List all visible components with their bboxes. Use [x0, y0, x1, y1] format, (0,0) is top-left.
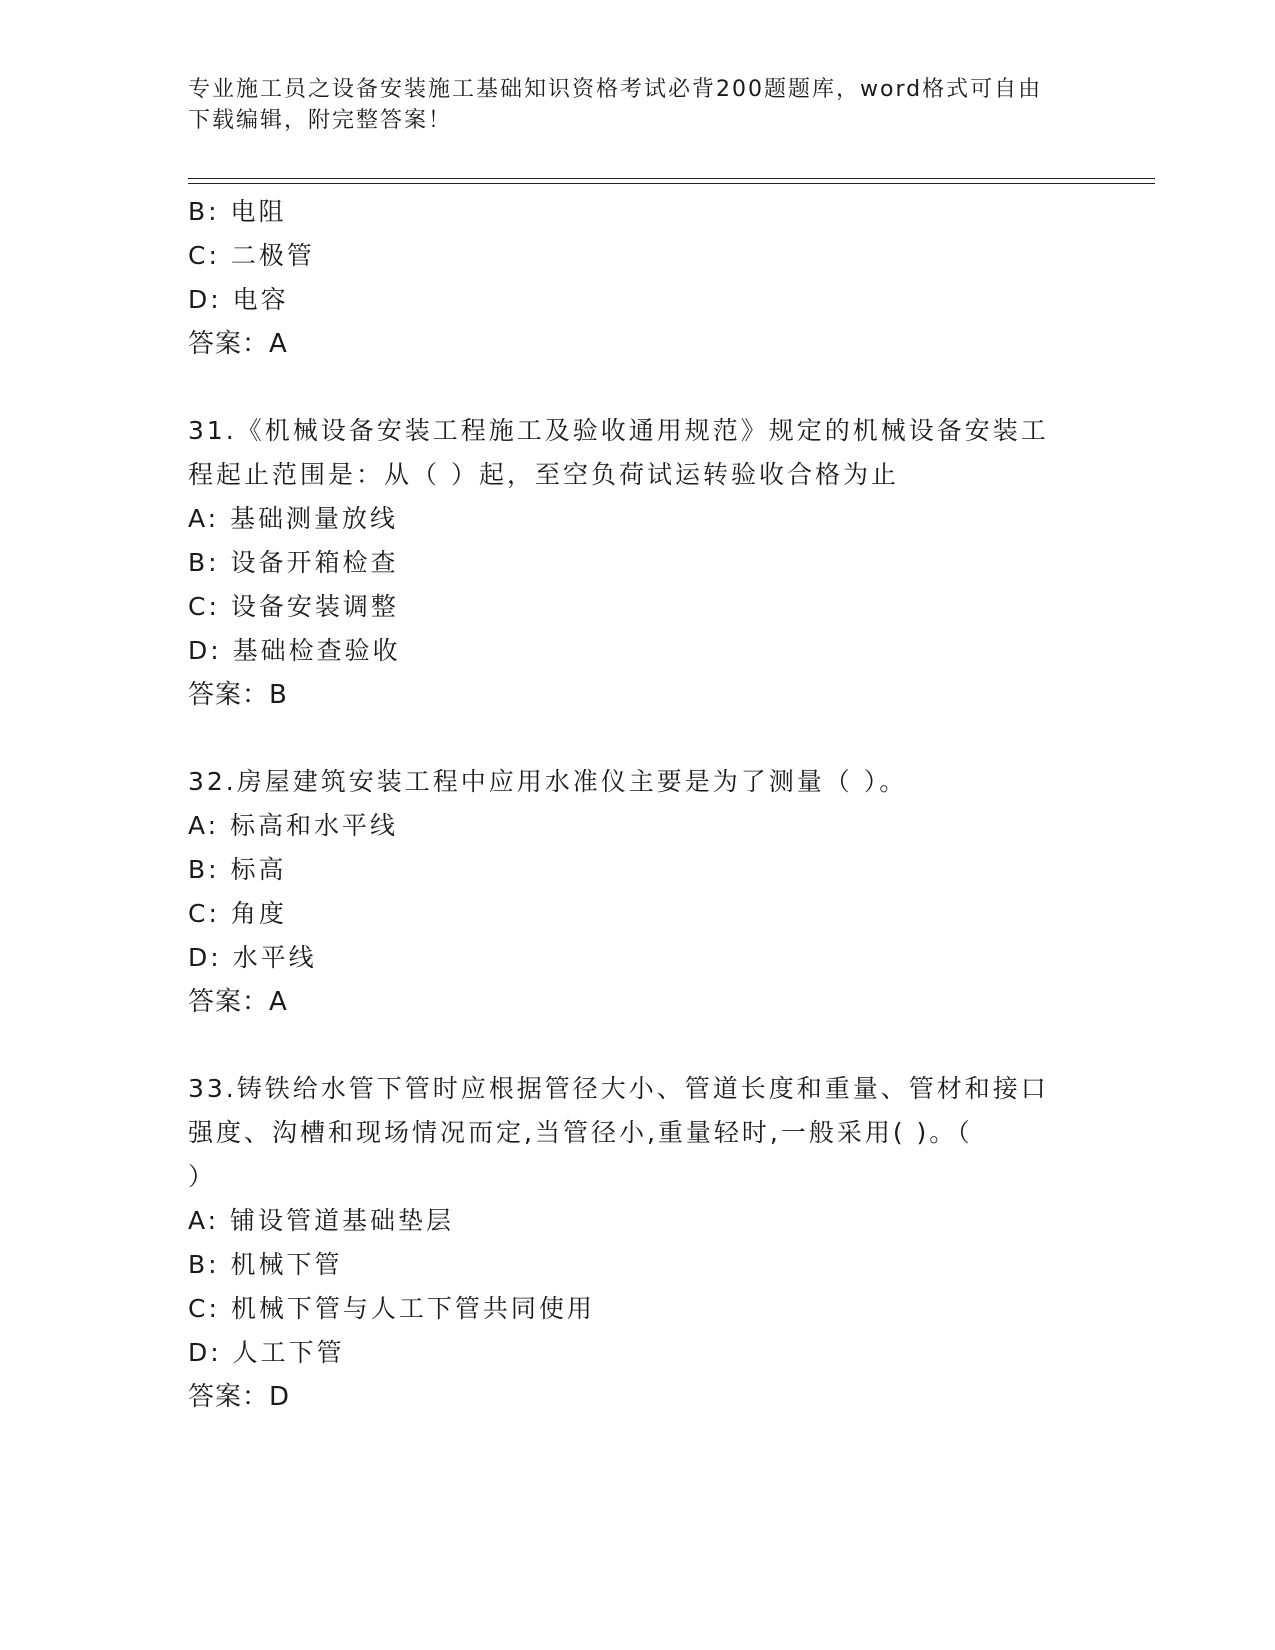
q30-option-c: C: 二极管	[188, 241, 315, 270]
q32-option-b: B: 标高	[188, 855, 287, 884]
q33-stem-line-3: ）	[188, 1162, 217, 1191]
document-header	[188, 74, 1088, 136]
q32-stem-line-1: 32.房屋建筑安装工程中应用水准仪主要是为了测量（ ）。	[188, 767, 908, 796]
q31-stem-line-2: 程起止范围是：从（ ）起，至空负荷试运转验收合格为止	[188, 460, 899, 489]
q31-option-a: A: 基础测量放线	[188, 504, 399, 533]
header-divider-top	[188, 178, 1155, 179]
q33-stem-line-1: 33.铸铁给水管下管时应根据管径大小、管道长度和重量、管材和接口	[188, 1074, 1049, 1103]
q30-answer: 答案：A	[188, 329, 288, 359]
q31-answer: 答案：B	[188, 680, 288, 710]
q33-option-b: B: 机械下管	[188, 1250, 343, 1279]
header-line-2: 下载编辑，附完整答案！	[188, 108, 453, 133]
q32-option-c: C: 角度	[188, 899, 287, 928]
q30-option-b: B: 电阻	[188, 197, 287, 226]
q33-option-d: D: 人工下管	[188, 1338, 345, 1367]
q33-option-a: A: 铺设管道基础垫层	[188, 1206, 455, 1235]
q33-option-c: C: 机械下管与人工下管共同使用	[188, 1294, 595, 1323]
q33-stem-line-2: 强度、沟槽和现场情况而定,当管径小,重量轻时,一般采用( )。（	[188, 1118, 973, 1147]
q30-option-d: D: 电容	[188, 285, 289, 314]
q32-answer: 答案：A	[188, 987, 288, 1017]
q32-option-a: A: 标高和水平线	[188, 811, 399, 840]
q31-option-b: B: 设备开箱检查	[188, 548, 399, 577]
q31-option-c: C: 设备安装调整	[188, 592, 399, 621]
q31-stem-line-1: 31.《机械设备安装工程施工及验收通用规范》规定的机械设备安装工	[188, 416, 1049, 445]
q33-answer: 答案：D	[188, 1382, 291, 1412]
header-divider-bottom	[188, 183, 1155, 184]
q32-option-d: D: 水平线	[188, 943, 317, 972]
header-line-1: 专业施工员之设备安装施工基础知识资格考试必背200题题库，word格式可自由	[188, 77, 1043, 102]
q31-option-d: D: 基础检查验收	[188, 636, 401, 665]
